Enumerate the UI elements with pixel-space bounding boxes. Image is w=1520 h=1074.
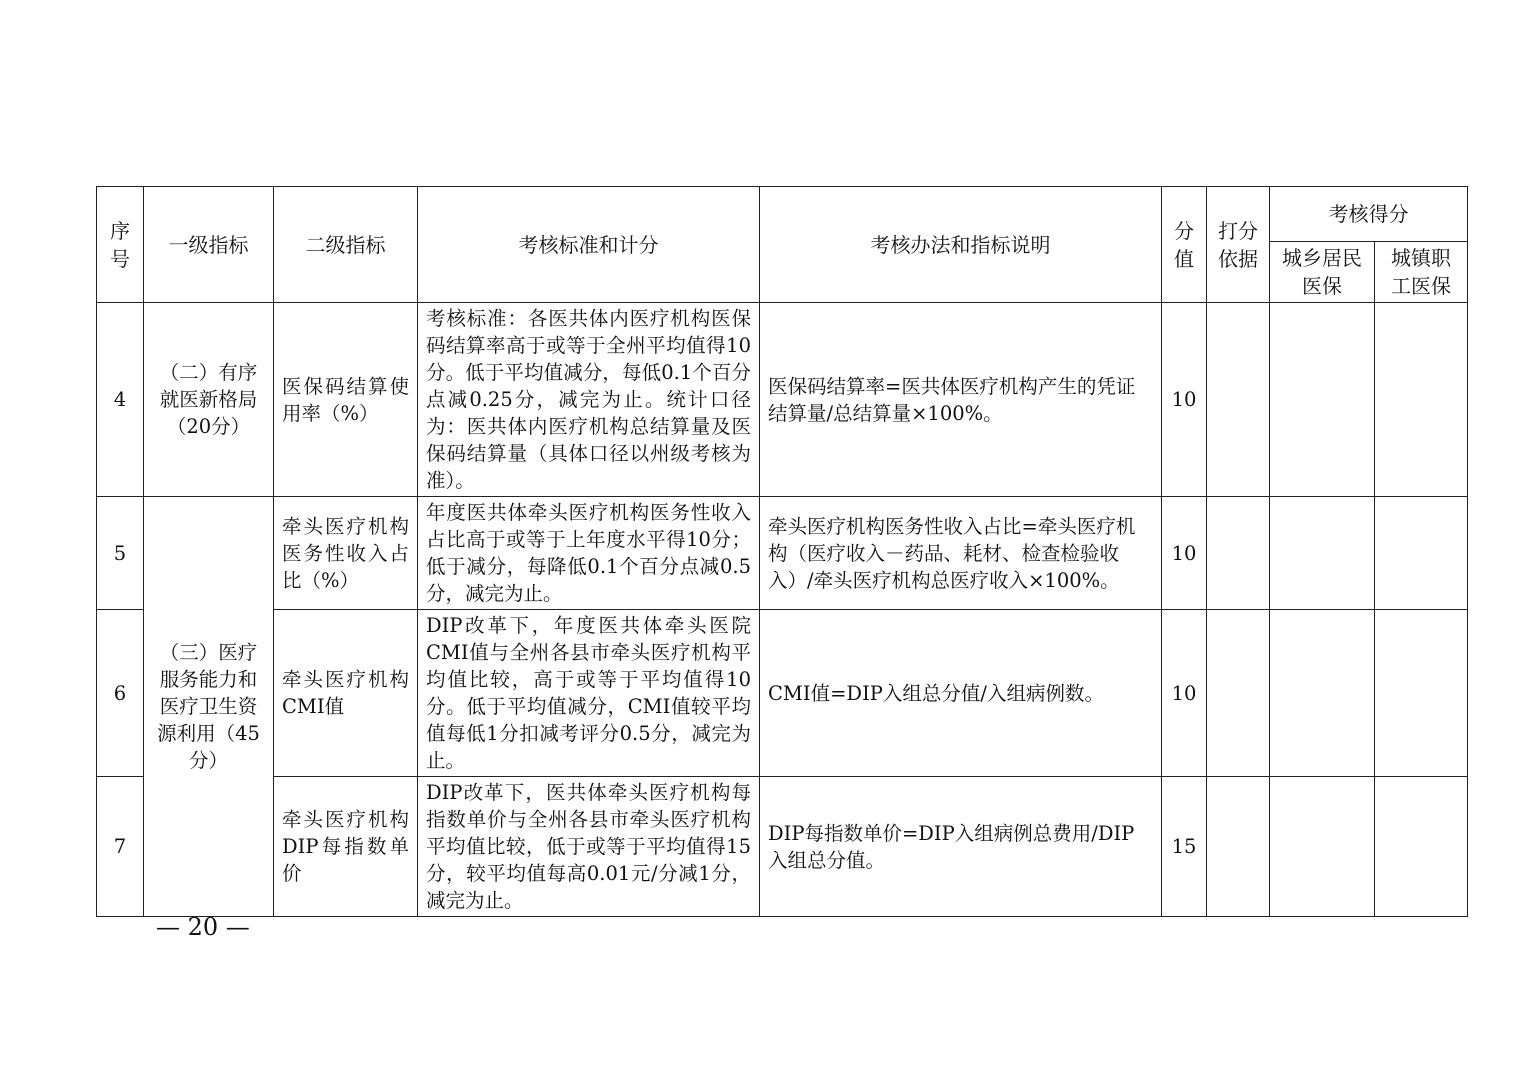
header-basis: 打分依据	[1207, 187, 1270, 303]
header-result-rural: 城乡居民医保	[1270, 242, 1375, 303]
row-level1: （三）医疗服务能力和医疗卫生资源利用（45分）	[144, 497, 274, 917]
row-basis	[1207, 610, 1270, 777]
header-method: 考核办法和指标说明	[760, 187, 1162, 303]
evaluation-table	[96, 186, 1468, 917]
row-result-urban	[1375, 497, 1468, 610]
row-result-rural	[1270, 303, 1375, 497]
header-result-urban: 城镇职工医保	[1375, 242, 1468, 303]
row-level2: 牵头医疗机构医务性收入占比（%）	[274, 497, 418, 610]
row-seq: 4	[97, 303, 144, 497]
row-basis	[1207, 303, 1270, 497]
header-level2: 二级指标	[274, 187, 418, 303]
row-score: 10	[1162, 303, 1207, 497]
header-criteria: 考核标准和计分	[418, 187, 760, 303]
row-result-rural	[1270, 497, 1375, 610]
row-level2: 医保码结算使用率（%）	[274, 303, 418, 497]
header-result: 考核得分	[1270, 187, 1468, 242]
row-score: 10	[1162, 610, 1207, 777]
row-level2: 牵头医疗机构DIP每指数单价	[274, 777, 418, 917]
row-result-rural	[1270, 777, 1375, 917]
header-row	[97, 187, 1468, 242]
row-basis	[1207, 777, 1270, 917]
row-criteria: DIP改革下，年度医共体牵头医院CMI值与全州各县市牵头医疗机构平均值比较，高于或等于平均值得10分。低于平均值减分，CMI值较平均值每低1分扣减考评分0.5分，减完为止。	[418, 610, 760, 777]
table-row	[97, 610, 1468, 777]
row-seq: 7	[97, 777, 144, 917]
row-method: DIP每指数单价=DIP入组病例总费用/DIP入组总分值。	[760, 777, 1162, 917]
row-method: CMI值=DIP入组总分值/入组病例数。	[760, 610, 1162, 777]
row-result-urban	[1375, 610, 1468, 777]
row-method: 医保码结算率=医共体医疗机构产生的凭证结算量/总结算量×100%。	[760, 303, 1162, 497]
row-criteria: DIP改革下，医共体牵头医疗机构每指数单价与全州各县市牵头医疗机构平均值比较，低于或等于平均值得15分，较平均值每高0.01元/分减1分，减完为止。	[418, 777, 760, 917]
row-criteria: 年度医共体牵头医疗机构医务性收入占比高于或等于上年度水平得10分；低于减分，每降低0.1个百分点减0.5分，减完为止。	[418, 497, 760, 610]
header-level1: 一级指标	[144, 187, 274, 303]
row-result-rural	[1270, 610, 1375, 777]
row-seq: 5	[97, 497, 144, 610]
table-row	[97, 303, 1468, 497]
header-score: 分值	[1162, 187, 1207, 303]
row-level1: （二）有序就医新格局（20分）	[144, 303, 274, 497]
row-result-urban	[1375, 303, 1468, 497]
row-score: 15	[1162, 777, 1207, 917]
row-method: 牵头医疗机构医务性收入占比=牵头医疗机构（医疗收入－药品、耗材、检查检验收入）/牵头医疗机构总医疗收入×100%。	[760, 497, 1162, 610]
table-row	[97, 777, 1468, 917]
row-score: 10	[1162, 497, 1207, 610]
row-seq: 6	[97, 610, 144, 777]
row-result-urban	[1375, 777, 1468, 917]
page-number: — 20 —	[156, 913, 250, 941]
row-level2: 牵头医疗机构CMI值	[274, 610, 418, 777]
table-row	[97, 497, 1468, 610]
row-criteria: 考核标准：各医共体内医疗机构医保码结算率高于或等于全州平均值得10分。低于平均值减分，每低0.1个百分点减0.25分，减完为止。统计口径为：医共体内医疗机构总结算量及医保码结算量（具体口径以州级考核为准）。	[418, 303, 760, 497]
row-basis	[1207, 497, 1270, 610]
header-seq: 序号	[97, 187, 144, 303]
